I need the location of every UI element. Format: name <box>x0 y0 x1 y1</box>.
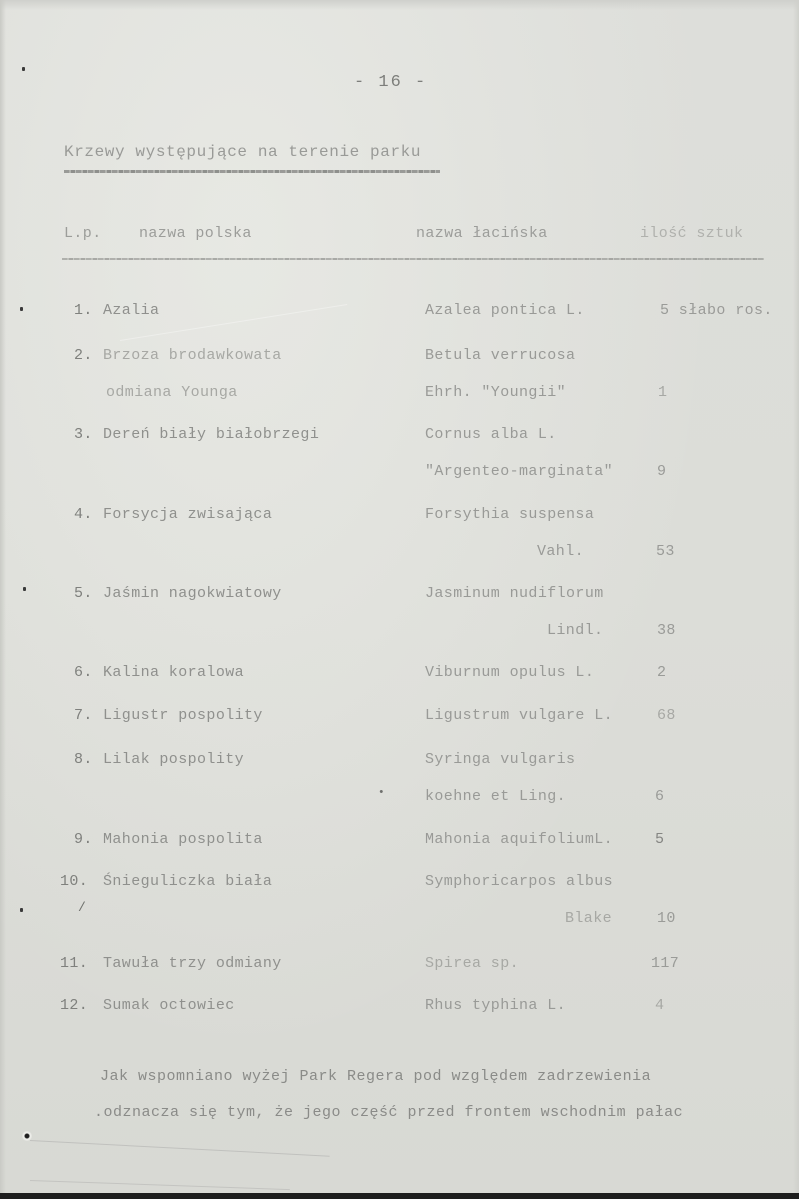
latin-name: Viburnum opulus L. <box>425 664 595 681</box>
count: 6 <box>655 788 665 805</box>
stray-slash: / <box>78 900 86 915</box>
row-number: 5. <box>74 585 93 602</box>
latin-name-cont: Ehrh. "Youngii" <box>425 384 567 401</box>
row-number: 2. <box>74 347 93 364</box>
paper-crease <box>30 1180 290 1190</box>
row-number: 9. <box>74 831 93 848</box>
header-lp: L.p. <box>64 225 102 242</box>
count: 2 <box>657 664 667 681</box>
polish-name: Tawuła trzy odmiany <box>103 955 282 972</box>
latin-name: Symphoricarpos albus <box>425 873 614 890</box>
polish-name: Kalina koralowa <box>103 664 245 681</box>
page-number: - 16 - <box>354 73 428 92</box>
polish-name: Ligustr pospolity <box>103 707 263 724</box>
section-title: Krzewy występujące na terenie parku <box>64 143 422 161</box>
row-number: 11. <box>60 955 89 972</box>
polish-name: Brzoza brodawkowata <box>103 347 282 364</box>
polish-name: Mahonia pospolita <box>103 831 263 848</box>
paragraph-line-2: .odznacza się tym, że jego część przed frontem wschodnim pałac <box>94 1104 684 1121</box>
count: 10 <box>657 910 676 927</box>
latin-name: Azalea pontica L. <box>425 302 585 319</box>
polish-name: Śnieguliczka biała <box>103 873 273 890</box>
latin-name: Forsythia suspensa <box>425 506 595 523</box>
row-number: 3. <box>74 426 93 443</box>
polish-name: Forsycja zwisająca <box>103 506 273 523</box>
count: 9 <box>657 463 667 480</box>
polish-name: Jaśmin nagokwiatowy <box>103 585 282 602</box>
latin-name: Spirea sp. <box>425 955 520 972</box>
row-number: 4. <box>74 506 93 523</box>
header-count: ilość sztuk <box>640 225 744 242</box>
latin-name: Ligustrum vulgare L. <box>425 707 614 724</box>
polish-name: Dereń biały białobrzegi <box>103 426 320 443</box>
row-number: 8. <box>74 751 93 768</box>
header-rule <box>62 258 764 260</box>
latin-name: Rhus typhina L. <box>425 997 567 1014</box>
scan-bottom-edge <box>0 1193 799 1199</box>
row-number: 6. <box>74 664 93 681</box>
title-underline <box>64 170 440 173</box>
count: 5 słabo ros. <box>660 302 773 319</box>
row-number: 10. <box>60 873 89 890</box>
latin-name-cont: "Argenteo-marginata" <box>425 463 614 480</box>
count: 117 <box>651 955 680 972</box>
row-number: 12. <box>60 997 89 1014</box>
latin-name-cont: Blake <box>565 910 613 927</box>
header-polish-name: nazwa polska <box>139 225 252 242</box>
polish-name: Lilak pospolity <box>103 751 245 768</box>
latin-name-cont: Vahl. <box>537 543 585 560</box>
count: 53 <box>656 543 675 560</box>
count: 5 <box>655 831 665 848</box>
polish-name-cont: odmiana Younga <box>106 384 238 401</box>
paragraph-line-1: Jak wspomniano wyżej Park Regera pod względem zadrzewienia <box>100 1068 652 1085</box>
row-number: 7. <box>74 707 93 724</box>
latin-name: Cornus alba L. <box>425 426 557 443</box>
stray-dot: • <box>378 787 385 799</box>
latin-name-cont: koehne et Ling. <box>425 788 567 805</box>
header-latin-name: nazwa łacińska <box>416 225 548 242</box>
latin-name: Mahonia aquifoliumL. <box>425 831 614 848</box>
count: 1 <box>658 384 668 401</box>
latin-name-cont: Lindl. <box>547 622 604 639</box>
scan-right-edge <box>793 0 799 1199</box>
latin-name: Jasminum nudiflorum <box>425 585 604 602</box>
margin-mark <box>20 908 23 912</box>
row-number: 1. <box>74 302 93 319</box>
polish-name: Azalia <box>103 302 160 319</box>
latin-name: Syringa vulgaris <box>425 751 576 768</box>
count: 4 <box>655 997 665 1014</box>
margin-mark <box>20 307 23 311</box>
binder-hole-mark <box>22 1131 32 1141</box>
paper-crease <box>30 1140 330 1157</box>
scan-left-edge <box>0 0 6 1199</box>
count: 38 <box>657 622 676 639</box>
latin-name: Betula verrucosa <box>425 347 576 364</box>
polish-name: Sumak octowiec <box>103 997 235 1014</box>
margin-mark <box>23 587 26 591</box>
count: 68 <box>657 707 676 724</box>
scan-top-shadow <box>0 0 799 10</box>
margin-mark <box>22 67 25 71</box>
